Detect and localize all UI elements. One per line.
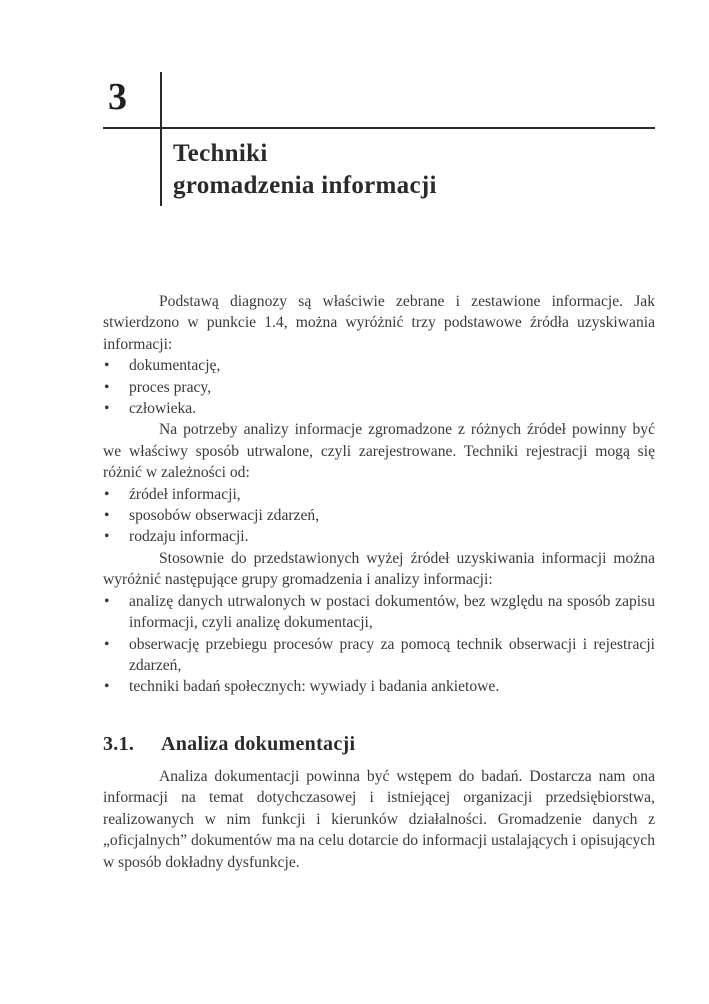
list-item: • techniki badań społecznych: wywiady i badania ankietowe. [103, 676, 655, 697]
list-item: • sposobów obserwacji zdarzeń, [103, 505, 655, 526]
chapter-title-line-2: gromadzenia informacji [173, 172, 437, 199]
section-body [103, 766, 655, 873]
section-heading [103, 733, 355, 756]
intro-paragraph-1: Podstawą diagnozy są właściwie zebrane i zestawione informacje. Jak stwierdzono w punkcie 1.4, można wyróżnić trzy podstawowe źródła uzyskiwania informacji: [103, 293, 655, 353]
chapter-title [173, 138, 437, 202]
list-item: • dokumentację, [103, 355, 655, 376]
section-number: 3.1. [103, 733, 135, 755]
sources-list [103, 355, 655, 419]
registration-list [103, 484, 655, 548]
list-item: • rodzaju informacji. [103, 526, 655, 547]
groups-list [103, 591, 655, 698]
list-item: • analizę danych utrwalonych w postaci dokumentów, bez względu na sposób zapisu informacji, czyli analizę dokumentacji, [103, 591, 655, 634]
intro-body [103, 291, 655, 698]
list-item: • obserwację przebiegu procesów pracy za pomocą technik obserwacji i rejestracji zdarzeń, [103, 634, 655, 677]
intro-paragraph-2: Na potrzeby analizy informacje zgromadzone z różnych źródeł powinny być we właściwy sposób utrwalone, czyli zarejestrowane. Techniki rejestracji mogą się różnić w zależności od: [103, 421, 655, 482]
section-title: Analiza dokumentacji [161, 733, 356, 755]
vertical-rule [160, 72, 162, 206]
chapter-number: 3 [108, 76, 127, 118]
list-item: • człowieka. [103, 398, 655, 419]
section-paragraph-1: Analiza dokumentacji powinna być wstępem do badań. Dostarcza nam ona informacji na temat dotychczasowej i istniejącej organizacji przedsiębiorstwa, realizowanych w nim funkcji i kierunków działalności. Gromadzenie danych z „oficjalnych” dokumentów ma na celu dotarcie do informacji ustalających i opisujących w sposób dokładny dysfunkcje. [103, 768, 655, 871]
chapter-title-line-1: Techniki [173, 140, 268, 167]
list-item: • źródeł informacji, [103, 484, 655, 505]
list-item: • proces pracy, [103, 377, 655, 398]
horizontal-rule [103, 127, 655, 129]
intro-paragraph-3: Stosownie do przedstawionych wyżej źródeł uzyskiwania informacji można wyróżnić następujące grupy gromadzenia i analizy informacji: [103, 549, 655, 589]
